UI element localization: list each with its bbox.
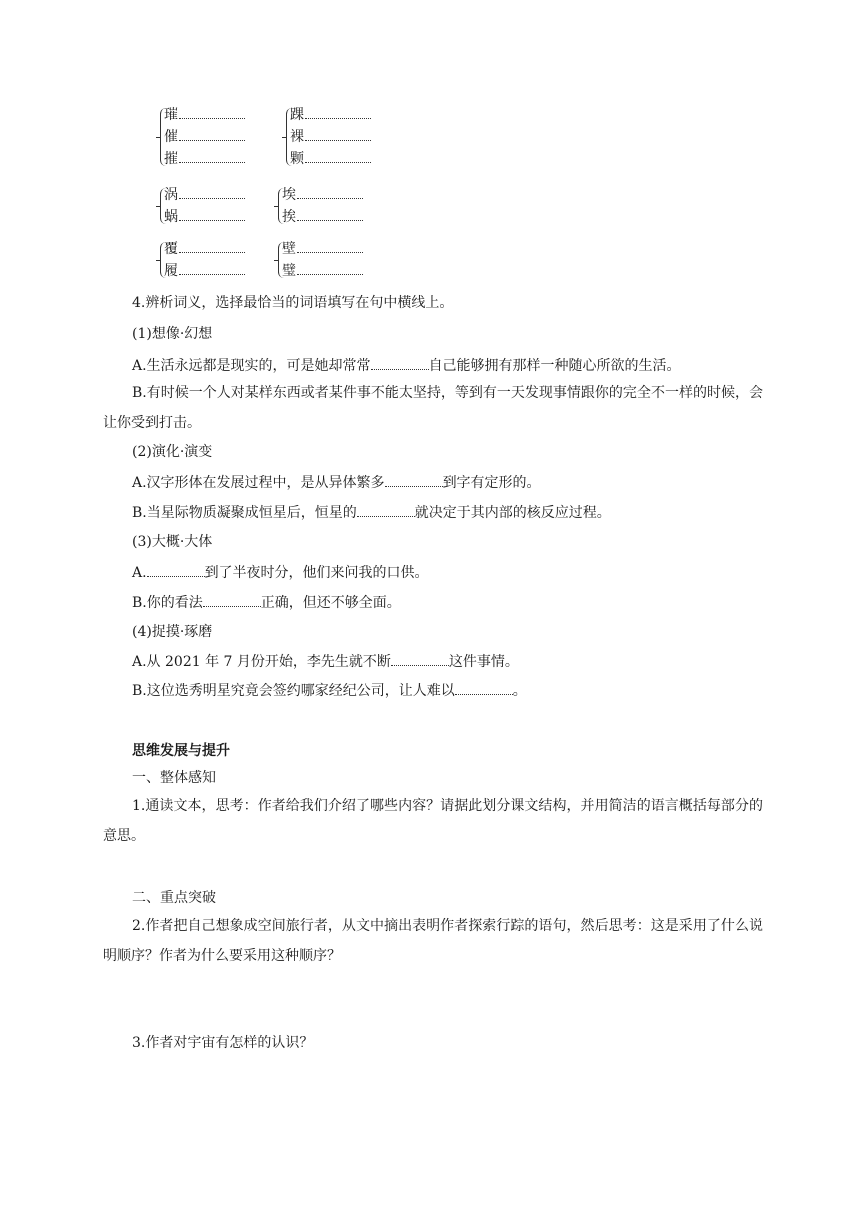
char-item: 璀 (160, 104, 245, 126)
question-1: 1.通读文本，思考：作者给我们介绍了哪些内容？请据此划分课文结构，并用简洁的语言概括每部分的意思。 (103, 798, 763, 844)
answer-blank (391, 651, 449, 666)
blank (297, 206, 363, 221)
section-heading: 思维发展与提升 (132, 743, 230, 759)
q4-part2-b: B.当星际物质凝聚成恒星后，恒星的 就决定于其内部的核反应过程。 (132, 502, 611, 523)
char-item: 蜗 (160, 206, 245, 228)
q4-part2-title: (2)演化·演变 (132, 444, 213, 460)
blank (179, 260, 245, 275)
char-item: 涡 (160, 184, 245, 206)
char-group-6 (278, 238, 363, 282)
q4-part2-a: A.汉字形体在发展过程中，是从异体繁多 到字有定形的。 (132, 472, 541, 493)
char-item: 埃 (278, 184, 363, 206)
char-group-4 (278, 184, 363, 228)
q4-title: 4.辨析词义，选择最恰当的词语填写在句中横线上。 (132, 295, 454, 311)
blank (179, 238, 245, 253)
blank (179, 148, 245, 163)
q4-part3-a: A. 到了半夜时分，他们来问我的口供。 (132, 562, 429, 583)
char-item: 璧 (278, 260, 363, 282)
blank (179, 206, 245, 221)
answer-blank (147, 562, 205, 577)
blank (297, 238, 363, 253)
blank (297, 184, 363, 199)
char-item: 摧 (160, 148, 245, 170)
char-group-5 (160, 238, 245, 282)
blank (179, 126, 245, 141)
part1-title: 一、整体感知 (132, 770, 216, 786)
blank (305, 104, 371, 119)
q4-part1-b: B.有时候一个人对某样东西或者某件事不能太坚持，等到有一天发现事情跟你的完全不一样的时候，会让你受到打击。 (103, 385, 763, 431)
q4-part4-title: (4)捉摸·琢磨 (132, 624, 213, 640)
q4-part4-a: A.从 2021 年 7 月份开始，李先生就不断 这件事情。 (132, 651, 519, 672)
char-item: 颗 (286, 148, 371, 170)
char-item: 履 (160, 260, 245, 282)
q4-part1-a: A.生活永远都是现实的，可是她却常常 自己能够拥有那样一种随心所欲的生活。 (132, 355, 681, 376)
blank (305, 126, 371, 141)
q4-part1-title: (1)想像·幻想 (132, 326, 213, 342)
char-item: 踝 (286, 104, 371, 126)
char-item: 覆 (160, 238, 245, 260)
part2-title: 二、重点突破 (132, 890, 216, 906)
answer-blank (371, 355, 429, 370)
q4-part4-b: B.这位选秀明星究竟会签约哪家经纪公司，让人难以 。 (132, 680, 527, 701)
answer-blank (385, 472, 443, 487)
char-item: 裸 (286, 126, 371, 148)
char-group-2 (286, 104, 371, 170)
char-group-1 (160, 104, 245, 170)
answer-blank (357, 502, 415, 517)
char-group-3 (160, 184, 245, 228)
answer-blank (455, 680, 513, 695)
blank (305, 148, 371, 163)
blank (179, 104, 245, 119)
blank (179, 184, 245, 199)
question-2: 2.作者把自己想象成空间旅行者，从文中摘出表明作者探索行踪的语句，然后思考：这是采用了什么说明顺序？作者为什么要采用这种顺序？ (103, 918, 763, 964)
question-3: 3.作者对宇宙有怎样的认识？ (132, 1035, 314, 1051)
q4-part3-b: B.你的看法 正确，但还不够全面。 (132, 592, 401, 613)
blank (297, 260, 363, 275)
q4-part3-title: (3)大概·大体 (132, 534, 213, 550)
answer-blank (203, 592, 261, 607)
char-item: 催 (160, 126, 245, 148)
char-item: 壁 (278, 238, 363, 260)
char-item: 挨 (278, 206, 363, 228)
